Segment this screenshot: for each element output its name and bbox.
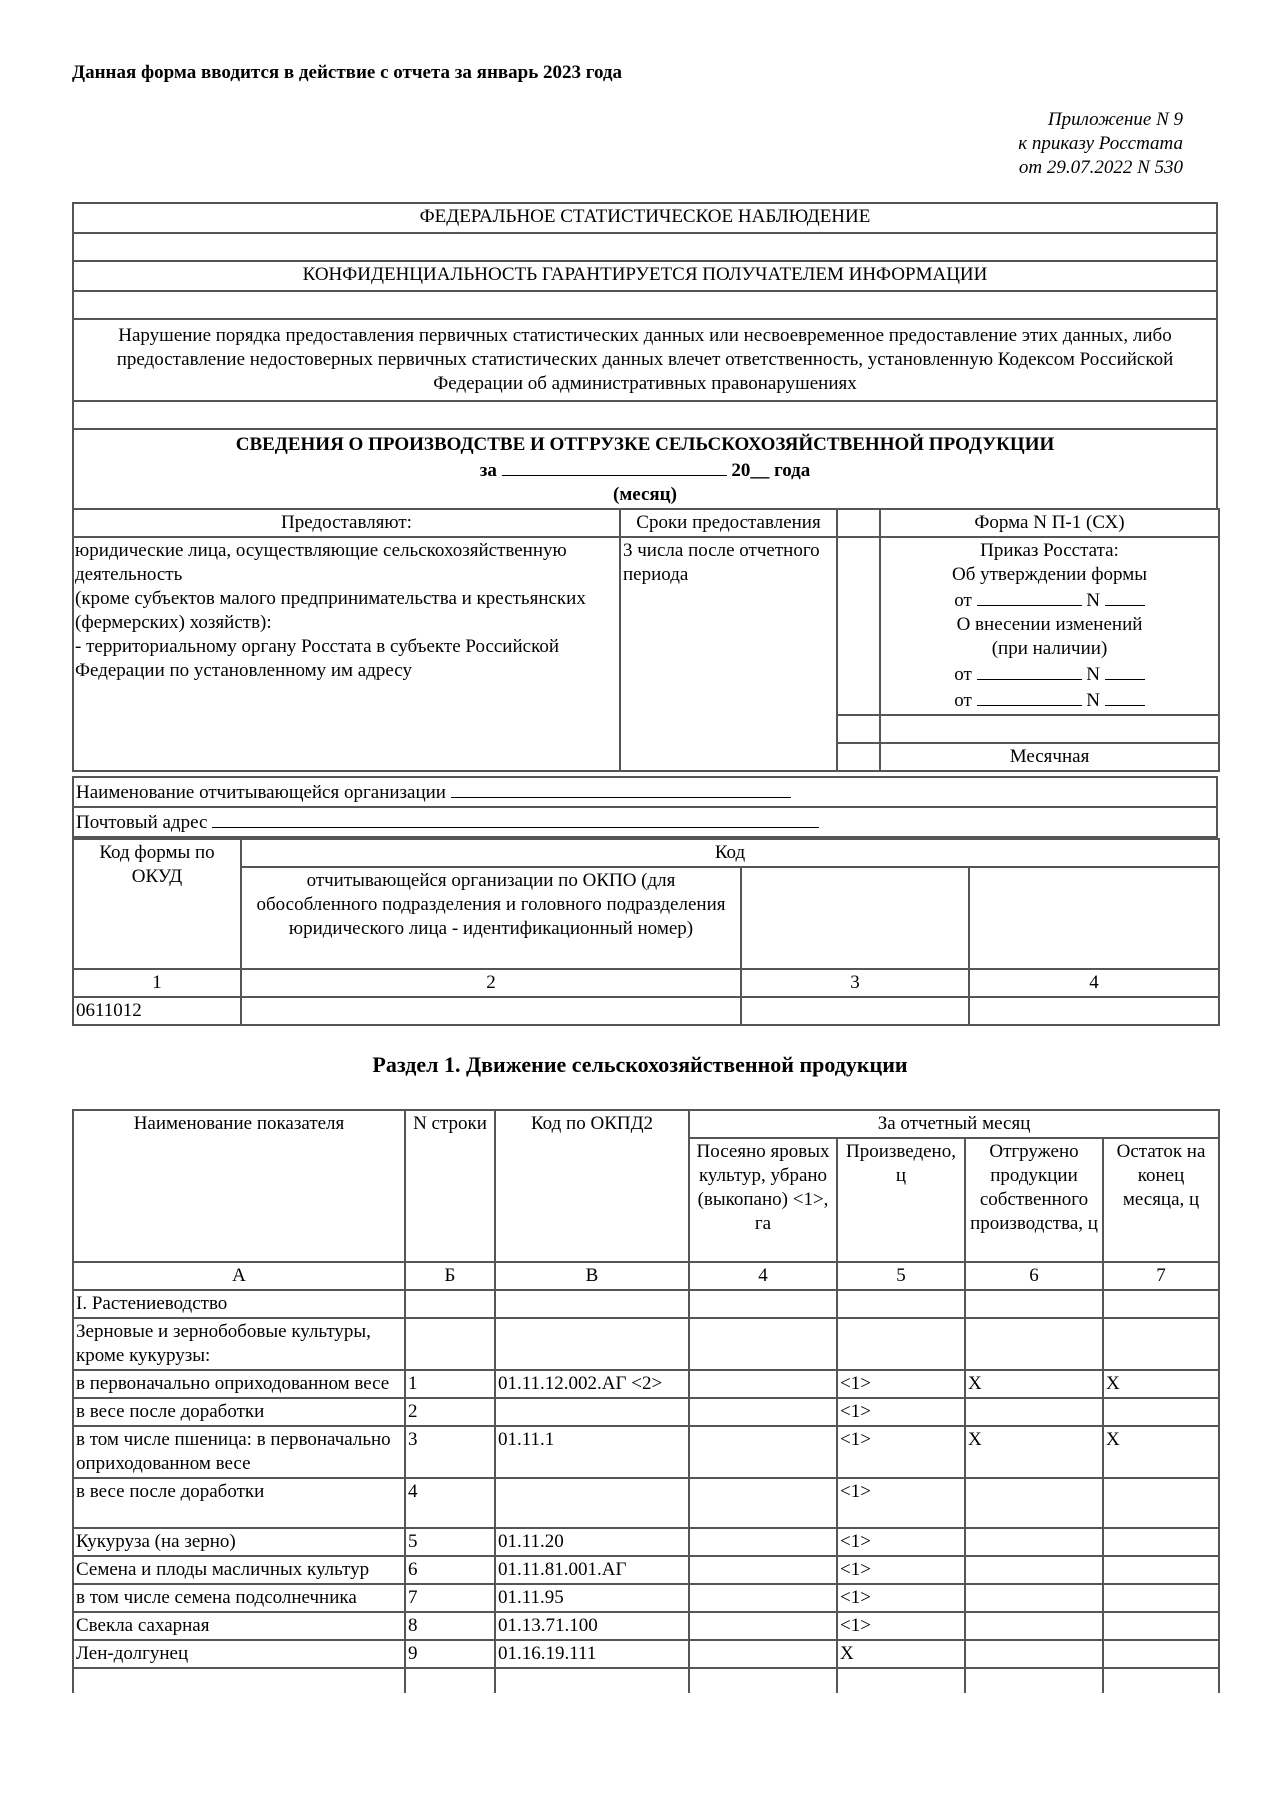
produced-cell[interactable]: <1> bbox=[837, 1556, 965, 1584]
shipped-cell[interactable] bbox=[965, 1290, 1103, 1318]
submitters-line: - территориальному органу Росстата в субъекте Российской Федерации по установленному им адресу bbox=[75, 636, 560, 681]
remainder-cell[interactable] bbox=[1103, 1478, 1219, 1528]
sown-cell[interactable] bbox=[689, 1556, 837, 1584]
col-number: 1 bbox=[73, 969, 241, 997]
table-row bbox=[73, 1370, 1219, 1398]
indicator-name: Лен-долгунец bbox=[73, 1640, 405, 1668]
col-label: 6 bbox=[965, 1262, 1103, 1290]
address-field[interactable] bbox=[212, 809, 819, 828]
col-label: Б bbox=[405, 1262, 495, 1290]
empty-cell bbox=[880, 715, 1219, 743]
org-name-label: Наименование отчитывающейся организации bbox=[76, 782, 446, 803]
shipped-cell[interactable] bbox=[965, 1612, 1103, 1640]
line-number bbox=[405, 1318, 495, 1370]
sown-cell[interactable] bbox=[689, 1612, 837, 1640]
empty-cell bbox=[837, 509, 880, 537]
remainder-cell[interactable] bbox=[1103, 1398, 1219, 1426]
deadline-text: 3 числа после отчетного периода bbox=[620, 537, 837, 771]
okpd-code bbox=[495, 1318, 689, 1370]
okpd-code: 01.11.1 bbox=[495, 1426, 689, 1478]
table-row bbox=[73, 1426, 1219, 1478]
indicator-name: Семена и плоды масличных культур bbox=[73, 1556, 405, 1584]
number-field[interactable] bbox=[1105, 687, 1145, 706]
report-title: СВЕДЕНИЯ О ПРОИЗВОДСТВЕ И ОТГРУЗКЕ СЕЛЬСКОХОЗЯЙСТВЕННОЙ ПРОДУКЦИИ bbox=[235, 434, 1055, 455]
table-row bbox=[73, 1612, 1219, 1640]
remainder-cell[interactable]: X bbox=[1103, 1370, 1219, 1398]
order-title: Приказ Росстата: bbox=[980, 540, 1119, 561]
produced-cell[interactable]: <1> bbox=[837, 1370, 965, 1398]
line-number: 4 bbox=[405, 1478, 495, 1528]
okpd-code bbox=[495, 1290, 689, 1318]
remainder-cell[interactable] bbox=[1103, 1318, 1219, 1370]
produced-cell[interactable]: <1> bbox=[837, 1426, 965, 1478]
sown-cell[interactable] bbox=[689, 1668, 837, 1693]
col-label: В bbox=[495, 1262, 689, 1290]
produced-cell[interactable]: <1> bbox=[837, 1528, 965, 1556]
org-name-row bbox=[73, 777, 1217, 807]
hdr-name: Наименование показателя bbox=[73, 1110, 405, 1262]
periodicity: Месячная bbox=[880, 743, 1219, 771]
hdr-produced: Произведено, ц bbox=[837, 1138, 965, 1262]
col-number: 4 bbox=[969, 969, 1219, 997]
table-row bbox=[73, 1478, 1219, 1528]
okpd-code: 01.11.20 bbox=[495, 1528, 689, 1556]
appendix-line-2: к приказу Росстата bbox=[1018, 133, 1183, 154]
col-label: А bbox=[73, 1262, 405, 1290]
line-number: 1 bbox=[405, 1370, 495, 1398]
amend-label: О внесении изменений bbox=[956, 614, 1143, 635]
hdr-sown: Посеяно яровых культур, убрано (выкопано) <1>, га bbox=[689, 1138, 837, 1262]
submitters-line: (кроме субъектов малого предпринимательства и крестьянских (фермерских) хозяйств): bbox=[75, 588, 586, 633]
section-1-title: Раздел 1. Движение сельскохозяйственной продукции bbox=[372, 1052, 908, 1077]
indicator-name: в весе после доработки bbox=[73, 1478, 405, 1528]
line-number: 7 bbox=[405, 1584, 495, 1612]
indicator-name: I. Растениеводство bbox=[73, 1290, 405, 1318]
empty-cell bbox=[837, 743, 880, 771]
produced-cell[interactable] bbox=[837, 1318, 965, 1370]
okpd-code: 01.11.12.002.АГ <2> bbox=[495, 1370, 689, 1398]
shipped-cell[interactable] bbox=[965, 1584, 1103, 1612]
okpd-code: 01.11.81.001.АГ bbox=[495, 1556, 689, 1584]
shipped-cell[interactable] bbox=[965, 1398, 1103, 1426]
org-name-field[interactable] bbox=[451, 779, 791, 798]
col-number: 2 bbox=[241, 969, 741, 997]
line-number bbox=[405, 1668, 495, 1693]
number-field[interactable] bbox=[1105, 661, 1145, 680]
effective-date-notice: Данная форма вводится в действие с отчета за январь 2023 года bbox=[72, 62, 623, 83]
remainder-cell[interactable] bbox=[1103, 1584, 1219, 1612]
produced-cell[interactable]: <1> bbox=[837, 1584, 965, 1612]
spacer-row bbox=[73, 233, 1217, 261]
shipped-cell[interactable] bbox=[965, 1668, 1103, 1693]
code-header: Код bbox=[241, 839, 1219, 867]
code-input[interactable] bbox=[741, 997, 969, 1025]
col-label: 4 bbox=[689, 1262, 837, 1290]
sown-cell[interactable] bbox=[689, 1318, 837, 1370]
indicator-name: Свекла сахарная bbox=[73, 1612, 405, 1640]
submitters-header: Предоставляют: bbox=[73, 509, 620, 537]
remainder-cell[interactable] bbox=[1103, 1640, 1219, 1668]
okpd-code bbox=[495, 1668, 689, 1693]
sown-cell[interactable] bbox=[689, 1426, 837, 1478]
appendix-reference bbox=[1018, 108, 1183, 180]
shipped-cell[interactable] bbox=[965, 1528, 1103, 1556]
form-code-value: 0611012 bbox=[73, 997, 241, 1025]
date-field[interactable] bbox=[977, 661, 1082, 680]
shipped-cell[interactable] bbox=[965, 1640, 1103, 1668]
violation-warning: Нарушение порядка предоставления первичных статистических данных или несвоевременное предоставление этих данных, либо предоставление недостоверных первичных статистических данных влечет ответственность, установленную Кодексом Российской Федерации об административных правонарушениях bbox=[73, 319, 1217, 401]
line-number: 8 bbox=[405, 1612, 495, 1640]
address-label: Почтовый адрес bbox=[76, 812, 208, 833]
spacer-row bbox=[73, 291, 1217, 319]
if-any-label: (при наличии) bbox=[991, 638, 1108, 659]
shipped-cell[interactable] bbox=[965, 1318, 1103, 1370]
report-period bbox=[76, 457, 1214, 483]
indicator-name: в первоначально оприходованном весе bbox=[73, 1370, 405, 1398]
column-labels-row bbox=[73, 1262, 1219, 1290]
indicator-name: Зерновые и зернобобовые культуры, кроме кукурузы: bbox=[73, 1318, 405, 1370]
sown-cell[interactable] bbox=[689, 1478, 837, 1528]
produced-cell[interactable] bbox=[837, 1290, 965, 1318]
okpd-code: 01.16.19.111 bbox=[495, 1640, 689, 1668]
period-year: 20__ года bbox=[731, 460, 811, 481]
line-number: 9 bbox=[405, 1640, 495, 1668]
order-info bbox=[880, 537, 1219, 715]
amend-ref: от N bbox=[883, 661, 1216, 687]
table-row bbox=[73, 1290, 1219, 1318]
okpd-code: 01.13.71.100 bbox=[495, 1612, 689, 1640]
okpd-code: 01.11.95 bbox=[495, 1584, 689, 1612]
indicator-name: в том числе семена подсолнечника bbox=[73, 1584, 405, 1612]
produced-cell[interactable] bbox=[837, 1668, 965, 1693]
produced-cell[interactable]: <1> bbox=[837, 1612, 965, 1640]
sown-cell[interactable] bbox=[689, 1528, 837, 1556]
submitters-text bbox=[73, 537, 620, 771]
okpo-input[interactable] bbox=[241, 997, 741, 1025]
empty-cell bbox=[837, 715, 880, 743]
shipped-cell[interactable]: X bbox=[965, 1370, 1103, 1398]
table-row-partial bbox=[73, 1668, 1219, 1693]
remainder-cell[interactable] bbox=[1103, 1612, 1219, 1640]
sown-cell[interactable] bbox=[689, 1398, 837, 1426]
approval-label: Об утверждении формы bbox=[951, 564, 1148, 585]
remainder-cell[interactable]: X bbox=[1103, 1426, 1219, 1478]
hdr-line-no: N строки bbox=[405, 1110, 495, 1262]
produced-cell[interactable]: <1> bbox=[837, 1398, 965, 1426]
line-number: 6 bbox=[405, 1556, 495, 1584]
shipped-cell[interactable]: X bbox=[965, 1426, 1103, 1478]
empty-cell bbox=[969, 867, 1219, 969]
hdr-remainder: Остаток на конец месяца, ц bbox=[1103, 1138, 1219, 1262]
table-row bbox=[73, 1398, 1219, 1426]
form-number: Форма N П-1 (СХ) bbox=[880, 509, 1219, 537]
header-table bbox=[72, 202, 1218, 510]
submitters-line: юридические лица, осуществляющие сельскохозяйственную деятельность bbox=[75, 540, 567, 585]
produced-cell[interactable]: X bbox=[837, 1640, 965, 1668]
spacer-row bbox=[73, 401, 1217, 429]
line-number: 5 bbox=[405, 1528, 495, 1556]
indicator-name: в весе после доработки bbox=[73, 1398, 405, 1426]
okpd-code bbox=[495, 1478, 689, 1528]
remainder-cell[interactable] bbox=[1103, 1556, 1219, 1584]
form-info-table bbox=[72, 508, 1220, 772]
okpd-code bbox=[495, 1398, 689, 1426]
shipped-cell[interactable] bbox=[965, 1478, 1103, 1528]
indicator-name bbox=[73, 1668, 405, 1693]
confidentiality-label: КОНФИДЕНЦИАЛЬНОСТЬ ГАРАНТИРУЕТСЯ ПОЛУЧАТЕЛЕМ ИНФОРМАЦИИ bbox=[73, 261, 1217, 291]
line-number bbox=[405, 1290, 495, 1318]
date-field[interactable] bbox=[977, 687, 1082, 706]
okud-header: Код формы по ОКУД bbox=[73, 839, 241, 969]
amend-ref: от N bbox=[883, 687, 1216, 713]
codes-table bbox=[72, 838, 1220, 1026]
table-row bbox=[73, 1640, 1219, 1668]
sown-cell[interactable] bbox=[689, 1584, 837, 1612]
indicator-name: Кукуруза (на зерно) bbox=[73, 1528, 405, 1556]
line-number: 2 bbox=[405, 1398, 495, 1426]
indicator-name: в том числе пшеница: в первоначально оприходованном весе bbox=[73, 1426, 405, 1478]
remainder-cell[interactable] bbox=[1103, 1528, 1219, 1556]
federal-observation-label: ФЕДЕРАЛЬНОЕ СТАТИСТИЧЕСКОЕ НАБЛЮДЕНИЕ bbox=[73, 203, 1217, 233]
hdr-okpd: Код по ОКПД2 bbox=[495, 1110, 689, 1262]
shipped-cell[interactable] bbox=[965, 1556, 1103, 1584]
table-row bbox=[73, 1556, 1219, 1584]
number-field[interactable] bbox=[1105, 587, 1145, 606]
col-label: 5 bbox=[837, 1262, 965, 1290]
remainder-cell[interactable] bbox=[1103, 1290, 1219, 1318]
code-input[interactable] bbox=[969, 997, 1219, 1025]
col-label: 7 bbox=[1103, 1262, 1219, 1290]
empty-cell bbox=[837, 537, 880, 715]
table-row bbox=[73, 1584, 1219, 1612]
date-field[interactable] bbox=[977, 587, 1082, 606]
okpo-header: отчитывающейся организации по ОКПО (для обособленного подразделения и головного подразделения юридического лица - идентификационный номер) bbox=[241, 867, 741, 969]
produced-cell[interactable]: <1> bbox=[837, 1478, 965, 1528]
appendix-line-3: от 29.07.2022 N 530 bbox=[1018, 157, 1183, 178]
table-row bbox=[73, 1318, 1219, 1370]
organization-table bbox=[72, 776, 1218, 838]
report-title-block bbox=[73, 429, 1217, 509]
period-prefix: за bbox=[479, 460, 497, 481]
section-1-table bbox=[72, 1109, 1220, 1693]
sown-cell[interactable] bbox=[689, 1640, 837, 1668]
month-field[interactable] bbox=[502, 457, 727, 476]
period-hint: (месяц) bbox=[613, 484, 677, 505]
col-number: 3 bbox=[741, 969, 969, 997]
appendix-line-1: Приложение N 9 bbox=[1047, 109, 1183, 130]
empty-cell bbox=[741, 867, 969, 969]
remainder-cell[interactable] bbox=[1103, 1668, 1219, 1693]
hdr-shipped: Отгружено продукции собственного производства, ц bbox=[965, 1138, 1103, 1262]
hdr-period: За отчетный месяц bbox=[689, 1110, 1219, 1138]
sown-cell[interactable] bbox=[689, 1290, 837, 1318]
line-number: 3 bbox=[405, 1426, 495, 1478]
deadlines-header: Сроки предоставления bbox=[620, 509, 837, 537]
table-row bbox=[73, 1528, 1219, 1556]
approval-ref: от N bbox=[883, 587, 1216, 613]
address-row bbox=[73, 807, 1217, 837]
sown-cell[interactable] bbox=[689, 1370, 837, 1398]
